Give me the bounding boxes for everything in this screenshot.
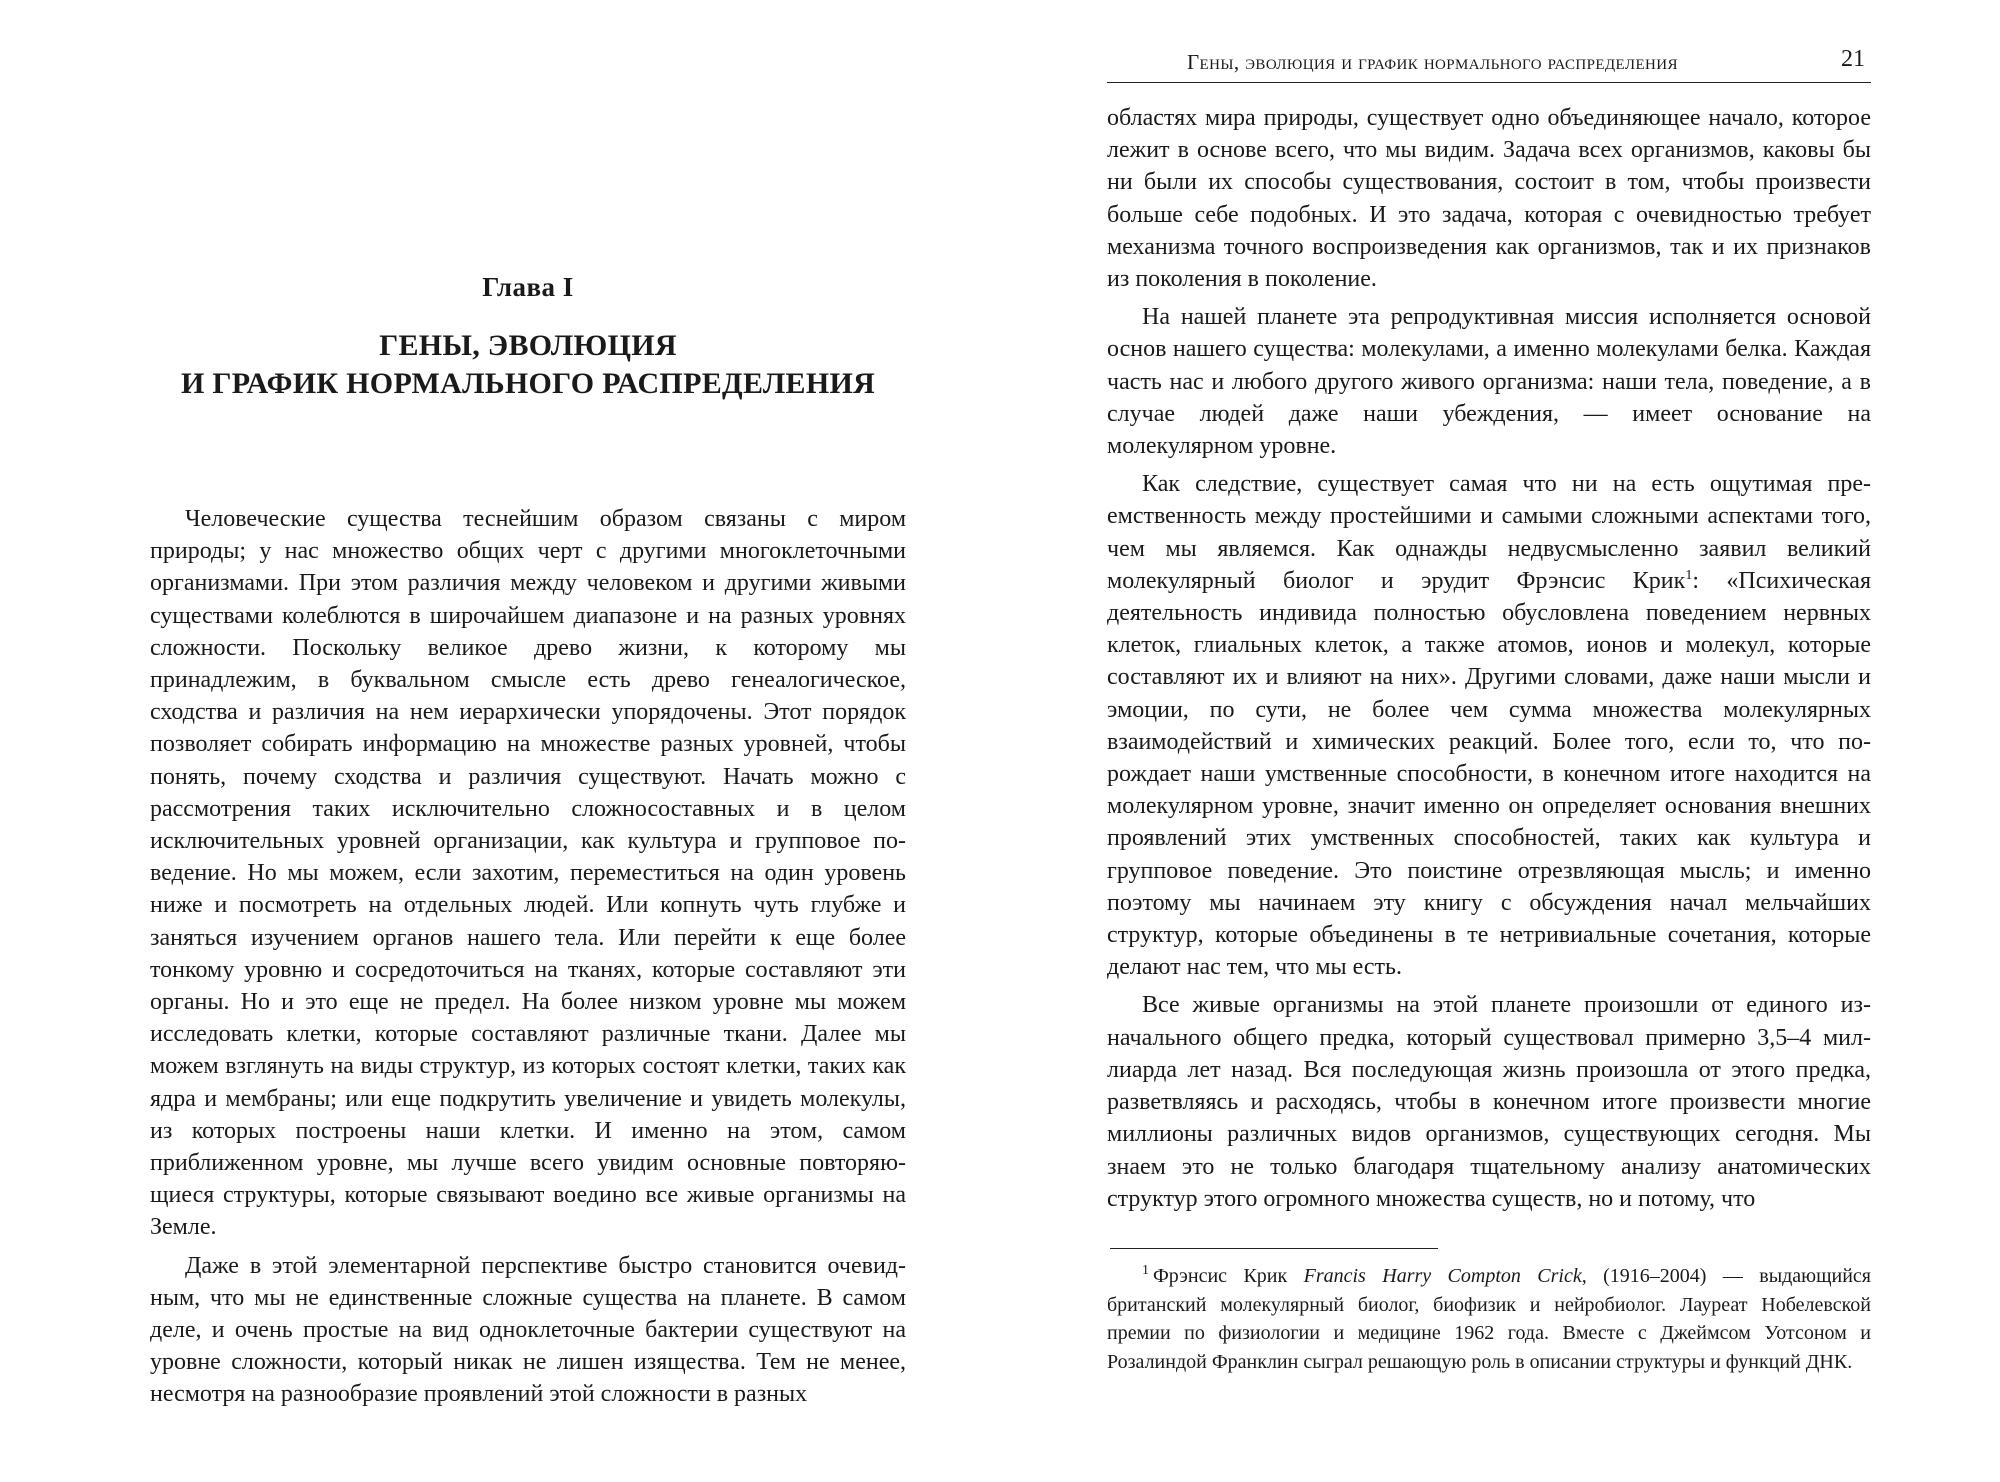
paragraph: На нашей планете эта репродуктивная миссия исполняется основой основ нашего существа: молекулами, а именно молекулами белка. Каждая часть нас и любого другого живого организма: наши тела, поведение, а в случае людей даже наши убеждения, — имеет основание на молекулярном уровне.: [1107, 304, 1871, 460]
footnote: [1107, 1262, 1871, 1376]
paragraph: Человеческие существа теснейшим образом связаны с миром природы; у нас множество общих черт с другими многоклеточными организмами. При этом различия между человеком и другими живыми существами колеблются в широчайшем диапазоне и на разных уровнях сложности. Поскольку великое древо жизни, к которому мы принадлежим, в буквальном смысле есть древо генеалогическое, сходства и различия на нем иерархически упорядочены. Этот порядок позволяет собирать информацию на множестве разных уровней, чтобы понять, почему сходства и различия существуют. Начать можно с рассмотрения таких исключительно сложносоставных и в целом исключительных уровней организации, как культура и групповое поведение. Но мы можем, если захотим, переместиться на один уровень ниже и посмотреть на отдельных людей. Или копнуть чуть глубже и заняться изучением органов нашего тела. Или перейти к еще более тонкому уровню и сосредоточиться на тканях, которые составляют эти органы. Но и это еще не предел. На более низком уровне мы можем исследовать клетки, которые составляют различные ткани. Далее мы можем взглянуть на виды структур, из которых состоят клетки, таких как ядра и мембраны; или еще подкрутить увеличение и увидеть молекулы, из которых построены наши клетки. И именно на этом, самом приближенном уровне, мы лучше всего увидим основные повторяющиеся структуры, которые связывают воедино все живые организмы на Земле.: [150, 506, 906, 1241]
footnote-divider: [1110, 1248, 1438, 1249]
footnote-name-ru: Фрэнсис Крик: [1153, 1265, 1288, 1287]
paragraph: областях мира природы, существует одно объединяющее начало, которое лежит в основе всего, что мы видим. Задача всех организмов, каковы бы ни были их способы существования, состоит в том, чтобы произвести больше себе подобных. И это задача, которая с очевидностью требует механизма точного воспроизведения как организмов, так и их признаков из поколения в поколение.: [1107, 105, 1871, 293]
chapter-title-line-1: ГЕНЫ, ЭВОЛЮЦИЯ: [379, 329, 677, 362]
footnote-body: , (1916–2004) — выдающийся британский молекулярный биолог, биофизик и нейробиолог. Лауреат Нобелевской премии по физиологии и медицине 1962 года. Вместе с Джеймсом Уотсоном и Розалиндой Франклин сыграл решающую роль в описании структуры и функций ДНК.: [1107, 1265, 1872, 1373]
left-page: [150, 0, 906, 1482]
running-header: [1107, 48, 1871, 83]
paragraph: Все живые организмы на этой планете произошли от единого изначального общего предка, который существовал примерно 3,5–4 миллиарда лет назад. Вся последующая жизнь произошла от этого предка, разветвляясь и расходясь, чтобы в конечном итоге произвести многие миллионы различных видов организмов, существующих сегодня. Мы знаем это не только благодаря тщательному анализу анатомических структур этого огромного множества существ, но и потому, что: [1107, 992, 1871, 1212]
left-page-body: [150, 503, 906, 1417]
footnote-number: 1: [1142, 1263, 1149, 1279]
chapter-title-line-2: И ГРАФИК НОРМАЛЬНОГО РАСПРЕДЕЛЕНИЯ: [180, 367, 876, 400]
right-page: [1107, 0, 1871, 1482]
paragraph: [1107, 468, 1871, 983]
footnote-name-en: Francis Harry Compton Crick: [1303, 1265, 1582, 1287]
paragraph: Даже в этой элементарной перспективе быстро становится очевидным, что мы не единственные сложные существа на планете. В самом деле, и очень простые на вид одноклеточные бактерии существуют на уровне сложности, который никак не лишен изящества. Тем не менее, несмотря на разнообразие проявлений этой сложности в разных: [150, 1252, 906, 1408]
chapter-label: Глава I: [482, 272, 574, 302]
footnote-text: [1107, 1262, 1871, 1376]
paragraph-text: : «Психическая деятельность индивида полностью обусловлена поведением нервных клеток, глиальных клеток, а также атомов, ионов и молекул, которые составляют их и влияют на них». Другими словами, даже наши мысли и эмоции, по сути, не более чем сумма множества молекулярных взаимодействий и химических реакций. Более того, если то, что порождает наши умственные способности, в конечном итоге находится на молекулярном уровне, значит именно он определяет основания внешних проявлений этих умственных способностей, таких как культура и групповое поведение. Это поистине отрезвляющая мысль; и именно поэтому мы начинаем эту книгу с обсуждения начал мельчайших структур, которые объединены в те нетривиальные сочетания, которые делают нас тем, что мы есть.: [1107, 567, 1871, 981]
paragraph-text: Как следствие, существует самая что ни на есть ощутимая преемственность между простейшими и самыми сложными аспектами того, чем мы являемся. Как однажды недвусмысленно заявил великий молекулярный биолог и эрудит Фрэнсис Крик: [1107, 471, 1871, 594]
page-number: 21: [1841, 46, 1865, 72]
right-page-body: [1107, 102, 1871, 1221]
running-header-title: Гены, эволюция и график нормального распределения: [1187, 50, 1678, 74]
chapter-title: [150, 327, 906, 403]
footnote-reference: 1: [1685, 567, 1693, 583]
